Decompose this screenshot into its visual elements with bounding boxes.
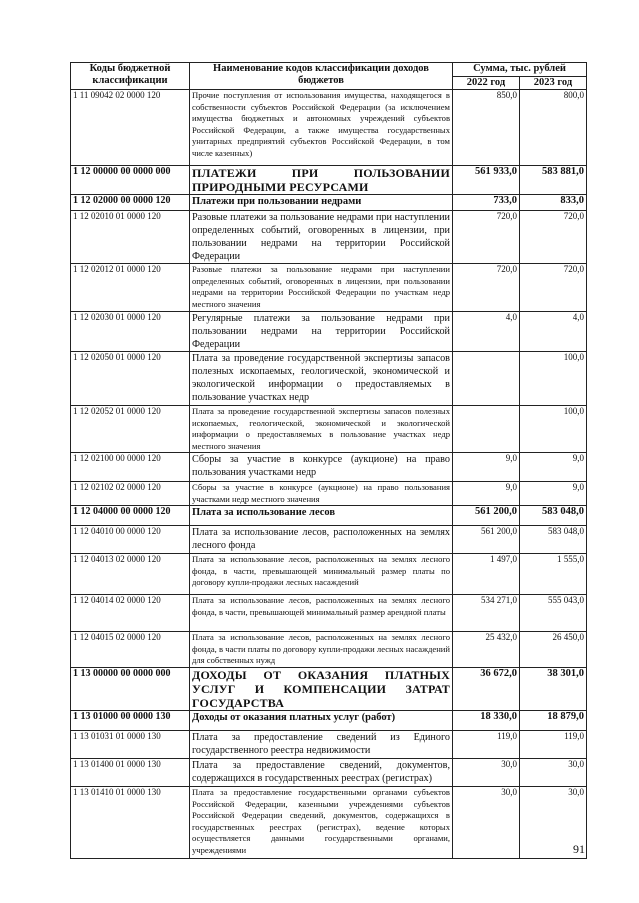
table-row [71,264,587,312]
row-value-2022: 36 672,0 [453,668,520,711]
row-value-2023: 119,0 [520,731,587,759]
row-code: 1 13 01031 01 0000 130 [71,731,190,759]
row-name: Плата за использование лесов [190,506,453,526]
row-value-2022: 30,0 [453,787,520,859]
row-code: 1 13 01410 01 0000 130 [71,787,190,859]
row-value-2022: 1 497,0 [453,554,520,595]
row-name: Доходы от оказания платных услуг (работ) [190,711,453,731]
row-name: Плата за использование лесов, расположенных на землях лесного фонда, в части, превышающей минимальный размер арендной платы [190,595,453,632]
row-name: ДОХОДЫ ОТ ОКАЗАНИЯ ПЛАТНЫХ УСЛУГ И КОМПЕНСАЦИИ ЗАТРАТ ГОСУДАРСТВА [190,668,453,711]
row-name: Плата за предоставление сведений, документов, содержащихся в государственных реестрах (регистрах) [190,759,453,787]
row-value-2023: 4,0 [520,312,587,352]
table-row [71,352,587,406]
table-row [71,554,587,595]
row-value-2023: 720,0 [520,211,587,264]
row-value-2022: 720,0 [453,211,520,264]
table-row [71,668,587,711]
row-value-2023: 100,0 [520,406,587,453]
row-value-2022: 18 330,0 [453,711,520,731]
row-code: 1 12 04000 00 0000 120 [71,506,190,526]
table-row [71,195,587,211]
row-value-2022 [453,406,520,453]
row-value-2023: 800,0 [520,90,587,166]
table-row [71,406,587,453]
row-name: Плата за проведение государственной экспертизы запасов полезных ископаемых, геологической, экономической и экологической информации о предоставляемых в пользование участках недр [190,352,453,406]
table-row [71,312,587,352]
row-value-2022 [453,352,520,406]
row-code: 1 13 01000 00 0000 130 [71,711,190,731]
row-code: 1 13 01400 01 0000 130 [71,759,190,787]
row-code: 1 11 09042 02 0000 120 [71,90,190,166]
header-sum: Сумма, тыс. рублей [453,63,587,77]
row-value-2023: 9,0 [520,453,587,482]
row-value-2022: 119,0 [453,731,520,759]
row-name: Плата за использование лесов, расположенных на землях лесного фонда [190,526,453,554]
row-value-2023: 1 555,0 [520,554,587,595]
revenue-classification-table [70,62,587,859]
row-value-2022: 850,0 [453,90,520,166]
row-code: 1 12 04015 02 0000 120 [71,632,190,668]
row-value-2022: 9,0 [453,453,520,482]
table-row [71,166,587,195]
row-name: Плата за использование лесов, расположенных на землях лесного фонда, в части, превышающей минимальный размер платы по договору купли-продажи лесных насаждений [190,554,453,595]
row-code: 1 12 02000 00 0000 120 [71,195,190,211]
row-value-2022: 4,0 [453,312,520,352]
row-value-2022: 25 432,0 [453,632,520,668]
row-value-2023: 720,0 [520,264,587,312]
row-code: 1 12 02012 01 0000 120 [71,264,190,312]
row-code: 1 12 02100 00 0000 120 [71,453,190,482]
row-value-2023: 9,0 [520,482,587,506]
row-value-2023: 18 879,0 [520,711,587,731]
table-row [71,759,587,787]
row-code: 1 12 02010 01 0000 120 [71,211,190,264]
row-value-2023: 38 301,0 [520,668,587,711]
row-name: Разовые платежи за пользование недрами при наступлении определенных событий, оговоренных в лицензии, при пользовании недрами на территории Российской Федерации [190,211,453,264]
table-row [71,211,587,264]
row-code: 1 12 04013 02 0000 120 [71,554,190,595]
row-name: Плата за проведение государственной экспертизы запасов полезных ископаемых, геологической, экономической и экологической информации о предоставляемых в пользование участках недр местного значения [190,406,453,453]
row-value-2023: 100,0 [520,352,587,406]
row-name: Разовые платежи за пользование недрами при наступлении определенных событий, оговоренных в лицензии, при пользовании недрами на территории Российской Федерации по участкам недр местного значения [190,264,453,312]
row-code: 1 12 02030 01 0000 120 [71,312,190,352]
row-code: 1 12 02052 01 0000 120 [71,406,190,453]
table-row [71,453,587,482]
header-year-2023: 2023 год [520,77,587,90]
row-value-2022: 561 933,0 [453,166,520,195]
row-name: Плата за предоставление сведений из Единого государственного реестра недвижимости [190,731,453,759]
table-row [71,731,587,759]
header-code: Коды бюджетной классификации [71,63,190,90]
row-name: Сборы за участие в конкурсе (аукционе) на право пользования участками недр [190,453,453,482]
table-row [71,595,587,632]
row-code: 1 12 04010 00 0000 120 [71,526,190,554]
row-value-2022: 733,0 [453,195,520,211]
row-value-2022: 534 271,0 [453,595,520,632]
row-value-2022: 9,0 [453,482,520,506]
row-value-2023: 583 881,0 [520,166,587,195]
row-value-2022: 561 200,0 [453,506,520,526]
row-name: Плата за использование лесов, расположенных на землях лесного фонда, в части платы по договору купли-продажи лесных насаждений для собственных нужд [190,632,453,668]
row-value-2023: 833,0 [520,195,587,211]
row-name: Регулярные платежи за пользование недрами при пользовании недрами на территории Российской Федерации [190,312,453,352]
row-value-2023: 26 450,0 [520,632,587,668]
row-name: Прочие поступления от использования имущества, находящегося в собственности субъектов Российской Федерации (за исключением имущества бюджетных и автономных учреждений субъектов Российской Федерации, а также имущества государственных унитарных предприятий субъектов Российской Федерации, в том числе казенных) [190,90,453,166]
table-row [71,526,587,554]
row-code: 1 12 00000 00 0000 000 [71,166,190,195]
row-code: 1 12 04014 02 0000 120 [71,595,190,632]
table-row [71,787,587,859]
header-year-2022: 2022 год [453,77,520,90]
row-name: Платежи при пользовании недрами [190,195,453,211]
row-code: 1 12 02102 02 0000 120 [71,482,190,506]
table-row [71,506,587,526]
row-name: Сборы за участие в конкурсе (аукционе) на право пользования участками недр местного значения [190,482,453,506]
row-name: ПЛАТЕЖИ ПРИ ПОЛЬЗОВАНИИ ПРИРОДНЫМИ РЕСУРСАМИ [190,166,453,195]
table-row [71,711,587,731]
row-name: Плата за предоставление государственными органами субъектов Российской Федерации, казенными учреждениями субъектов Российской Федерации сведений, документов, содержащихся в государственных реестрах (регистрах), ведение которых осуществляется данными государственными органами, учреждениями [190,787,453,859]
header-name: Наименование кодов классификации доходов бюджетов [190,63,453,90]
row-value-2023: 583 048,0 [520,506,587,526]
page-number: 91 [573,842,585,856]
row-value-2022: 30,0 [453,759,520,787]
row-value-2023: 555 043,0 [520,595,587,632]
row-value-2023: 30,0 [520,787,587,859]
row-value-2022: 561 200,0 [453,526,520,554]
table-row [71,482,587,506]
row-value-2023: 583 048,0 [520,526,587,554]
table-row [71,90,587,166]
table-row [71,632,587,668]
row-value-2023: 30,0 [520,759,587,787]
row-code: 1 12 02050 01 0000 120 [71,352,190,406]
table-header [71,63,587,90]
row-code: 1 13 00000 00 0000 000 [71,668,190,711]
row-value-2022: 720,0 [453,264,520,312]
